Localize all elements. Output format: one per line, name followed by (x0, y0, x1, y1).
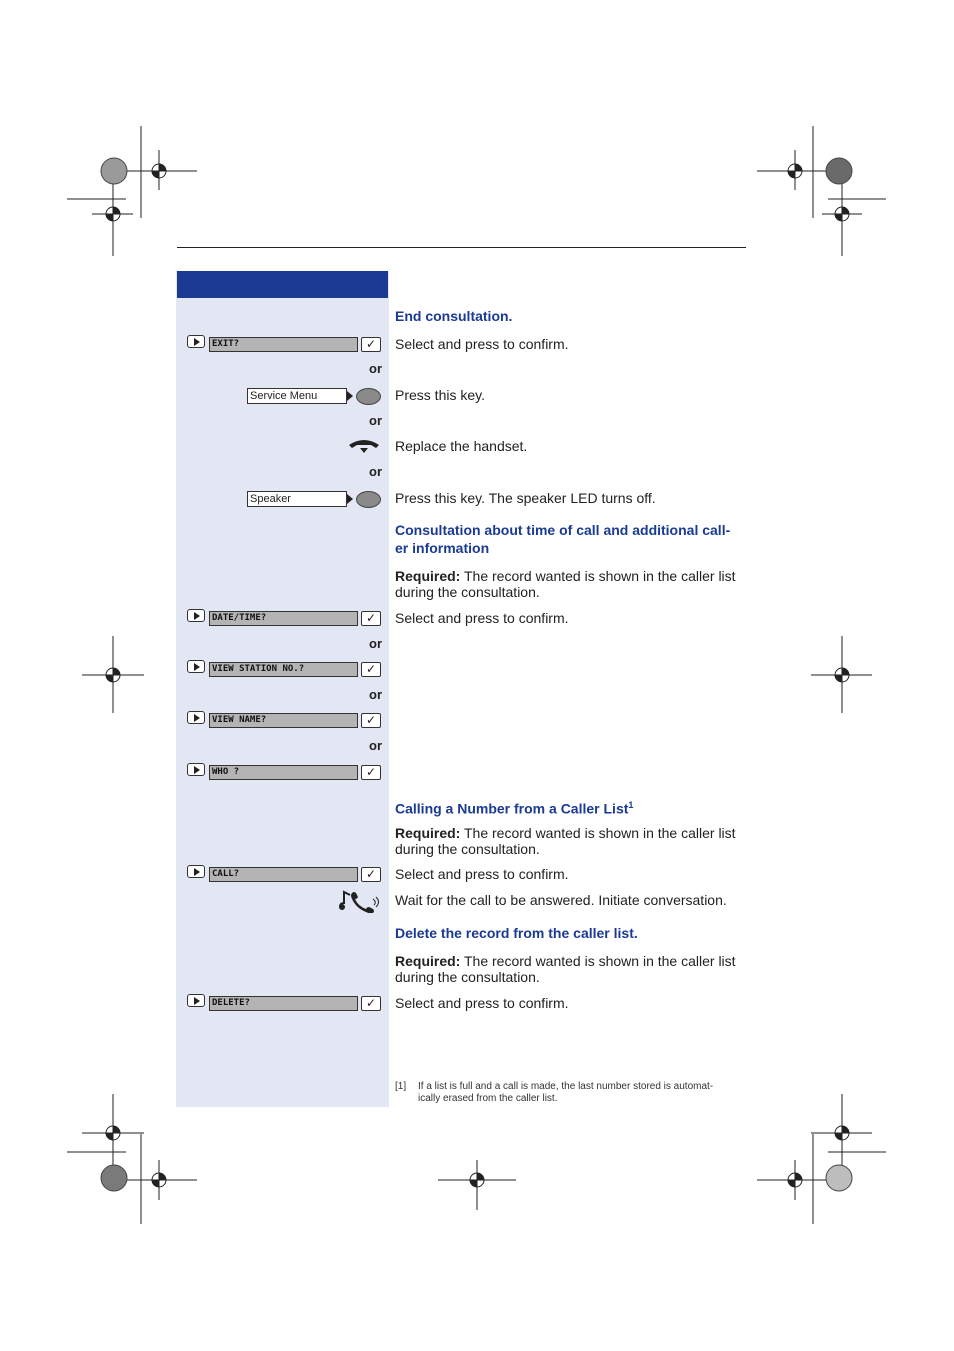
or-label: or (369, 413, 382, 428)
confirm-check-icon[interactable]: ✓ (361, 765, 381, 780)
required-note-line2: during the consultation. (395, 584, 540, 600)
speaker-key-button[interactable] (356, 491, 381, 508)
display-who: WHO ? (209, 765, 358, 780)
required-label: Required: (395, 953, 461, 969)
left-column-header-bar (177, 271, 388, 298)
menu-arrow-icon[interactable] (187, 994, 205, 1007)
required-note-line1 (395, 953, 736, 969)
handset-replace-icon (347, 437, 381, 455)
section-title-calling-text: Calling a Number from a Caller List (395, 800, 629, 817)
instruction-select-confirm: Select and press to confirm. (395, 336, 569, 352)
instruction-press-key: Press this key. (395, 387, 485, 403)
display-date-time: DATE/TIME? (209, 611, 358, 626)
display-call: CALL? (209, 867, 358, 882)
instruction-select-confirm: Select and press to confirm. (395, 866, 569, 882)
service-menu-key-label: Service Menu (247, 388, 347, 404)
menu-arrow-icon[interactable] (187, 865, 205, 878)
section-title-consultation-line1: Consultation about time of call and additional call- (395, 522, 731, 538)
footnote-line1: If a list is full and a call is made, the last number stored is automat- (418, 1081, 714, 1092)
menu-arrow-icon[interactable] (187, 609, 205, 622)
ring-conversation-icon (336, 889, 382, 913)
required-note-line2: during the consultation. (395, 969, 540, 985)
required-text: The record wanted is shown in the caller list (460, 825, 736, 841)
or-label: or (369, 738, 382, 753)
menu-arrow-icon[interactable] (187, 711, 205, 724)
or-label: or (369, 464, 382, 479)
or-label: or (369, 687, 382, 702)
menu-arrow-icon[interactable] (187, 335, 205, 348)
required-note-line1 (395, 825, 736, 841)
instruction-press-speaker: Press this key. The speaker LED turns off. (395, 490, 656, 506)
display-view-name: VIEW NAME? (209, 713, 358, 728)
display-exit: EXIT? (209, 337, 358, 352)
or-label: or (369, 636, 382, 651)
confirm-check-icon[interactable]: ✓ (361, 662, 381, 677)
or-label: or (369, 361, 382, 376)
required-label: Required: (395, 568, 461, 584)
header-rule (177, 247, 746, 248)
instruction-wait-answered: Wait for the call to be answered. Initiate conversation. (395, 892, 727, 908)
menu-arrow-icon[interactable] (187, 763, 205, 776)
display-delete: DELETE? (209, 996, 358, 1011)
section-title-end-consultation: End consultation. (395, 308, 513, 324)
instruction-replace-handset: Replace the handset. (395, 438, 528, 454)
instruction-select-confirm: Select and press to confirm. (395, 610, 569, 626)
service-menu-key-button[interactable] (356, 388, 381, 405)
menu-arrow-icon[interactable] (187, 660, 205, 673)
required-note-line2: during the consultation. (395, 841, 540, 857)
speaker-key-label: Speaker (247, 491, 347, 507)
confirm-check-icon[interactable]: ✓ (361, 867, 381, 882)
confirm-check-icon[interactable]: ✓ (361, 996, 381, 1011)
footnote-ref: 1 (628, 800, 634, 810)
required-note-line1 (395, 568, 736, 584)
display-view-station: VIEW STATION NO.? (209, 662, 358, 677)
confirm-check-icon[interactable]: ✓ (361, 611, 381, 626)
required-label: Required: (395, 825, 461, 841)
footnote-marker: [1] (395, 1081, 407, 1092)
section-title-delete: Delete the record from the caller list. (395, 925, 638, 941)
required-text: The record wanted is shown in the caller list (460, 568, 736, 584)
confirm-check-icon[interactable]: ✓ (361, 713, 381, 728)
section-title-consultation-line2: er information (395, 540, 490, 556)
required-text: The record wanted is shown in the caller list (460, 953, 736, 969)
instruction-select-confirm: Select and press to confirm. (395, 995, 569, 1011)
confirm-check-icon[interactable]: ✓ (361, 337, 381, 352)
section-title-calling (395, 796, 633, 818)
footnote-line2: ically erased from the caller list. (418, 1093, 558, 1104)
